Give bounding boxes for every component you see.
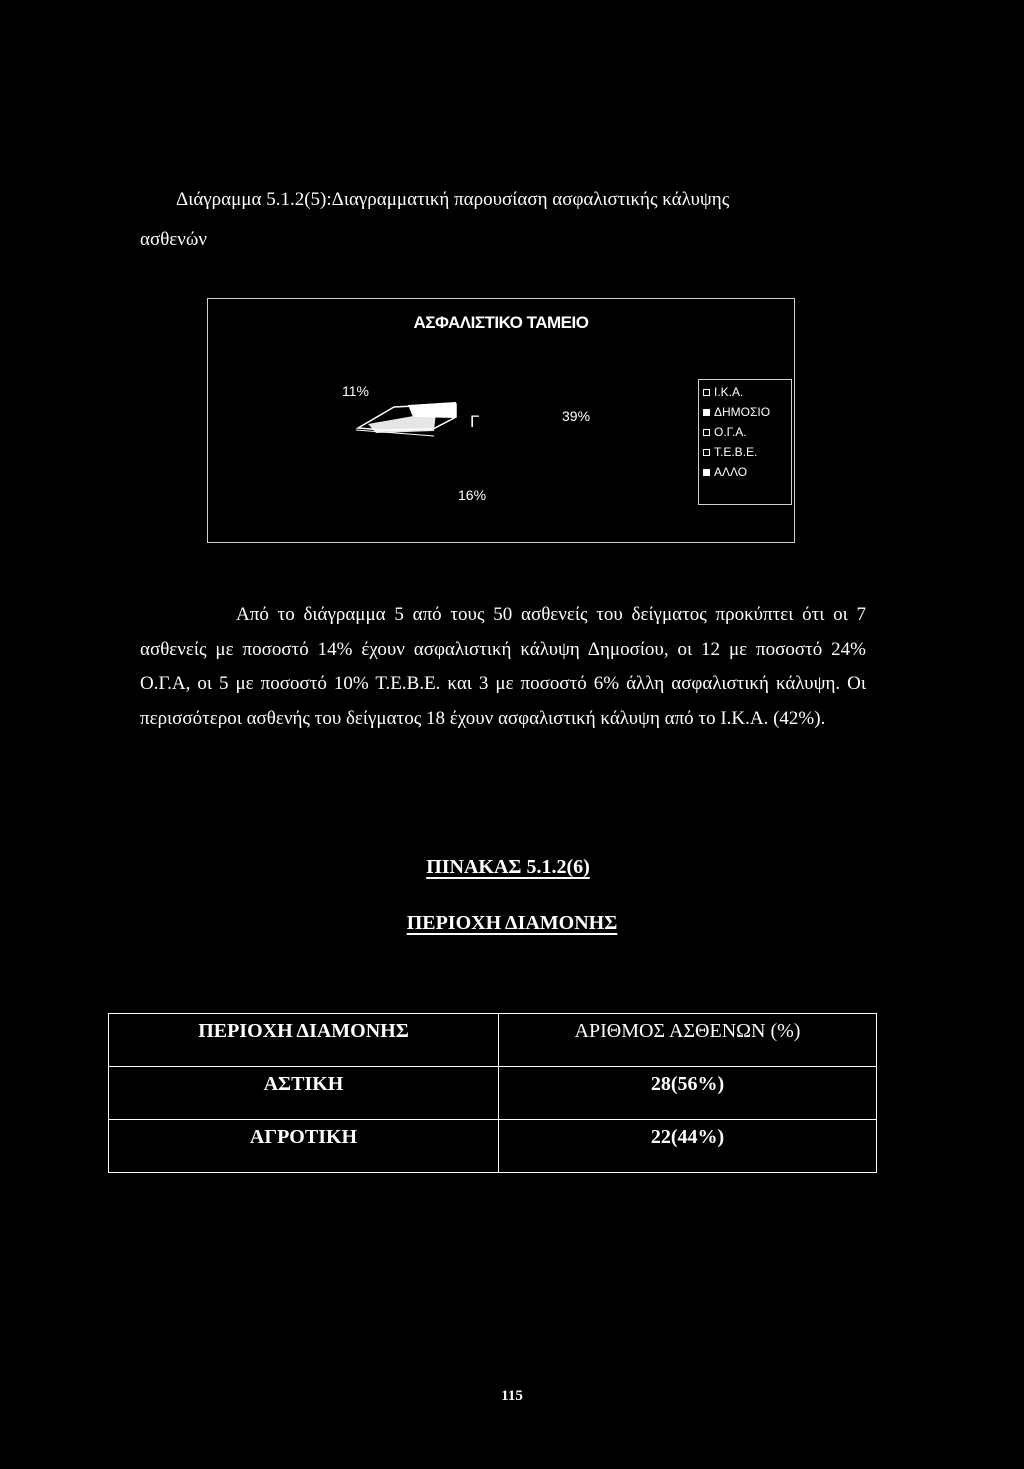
chart-title: ΑΣΦΑΛΙΣΤΙΚΟ ΤΑΜΕΙΟ <box>413 313 589 332</box>
legend-item-oga: Ο.Γ.Α. <box>703 422 791 442</box>
residence-table <box>108 1013 877 1173</box>
table-cell: 22(44%) <box>499 1120 877 1173</box>
table-cell: ΑΣΤΙΚΗ <box>109 1067 499 1120</box>
pie-chart <box>207 298 795 543</box>
caption-line-1: Διάγραμμα 5.1.2(5):Διαγραμματική παρουσίαση ασφαλιστικής κάλυψης <box>176 189 730 210</box>
legend-swatch <box>703 469 710 476</box>
caption-line-2: ασθενών <box>140 229 207 250</box>
legend-item-ika: Ι.Κ.Α. <box>703 382 791 402</box>
page-number: 115 <box>501 1388 523 1404</box>
pie-slice-fragment-3 <box>408 402 456 418</box>
table-cell: ΑΓΡΟΤΙΚΗ <box>109 1120 499 1173</box>
legend-swatch <box>703 449 710 456</box>
table-number-title: ΠΙΝΑΚΑΣ 5.1.2(6) <box>426 856 590 878</box>
table-cell: 28(56%) <box>499 1067 877 1120</box>
table-header-row <box>109 1014 877 1067</box>
table-subtitle: ΠΕΡΙΟΧΗ ΔΙΑΜΟΝΗΣ <box>406 912 618 934</box>
legend-swatch <box>703 389 710 396</box>
body-paragraph-text: Από το διάγραμμα 5 από τους 50 ασθενείς του δείγματος προκύπτει ότι οι 7 ασθενείς με ποσοστό 14% έχουν ασφαλιστική κάλυψη Δημοσίου, οι 12 με ποσοστό 24% Ο.Γ.Α, οι 5 με ποσοστό 10% Τ.Ε.Β.Ε. και 3 με ποσοστό 6% άλλη ασφαλιστική κάλυψη. Οι περισσότεροι ασθενής του δείγματος 18 έχουν ασφαλιστική κάλυψη από το Ι.Κ.Α. (42%). <box>140 604 866 729</box>
figure-caption <box>140 180 860 260</box>
chart-legend <box>698 379 792 505</box>
legend-item-allo: ΑΛΛΟ <box>703 462 791 482</box>
body-paragraph <box>140 598 866 736</box>
table-row <box>109 1120 877 1173</box>
pie-label-39: 39% <box>562 408 591 424</box>
table-header-cell: ΑΡΙΘΜΟΣ ΑΣΘΕΝΩΝ (%) <box>499 1014 877 1067</box>
legend-item-dimosio: ΔΗΜΟΣΙΟ <box>703 402 791 422</box>
legend-swatch <box>703 409 710 416</box>
legend-swatch <box>703 429 710 436</box>
pie-label-11: 11% <box>342 383 369 399</box>
pie-label-16: 16% <box>458 487 487 503</box>
table-header-cell: ΠΕΡΙΟΧΗ ΔΙΑΜΟΝΗΣ <box>109 1014 499 1067</box>
pie-label-gamma: Γ <box>470 412 480 431</box>
legend-item-tebe: Τ.Ε.Β.Ε. <box>703 442 791 462</box>
table-row <box>109 1067 877 1120</box>
